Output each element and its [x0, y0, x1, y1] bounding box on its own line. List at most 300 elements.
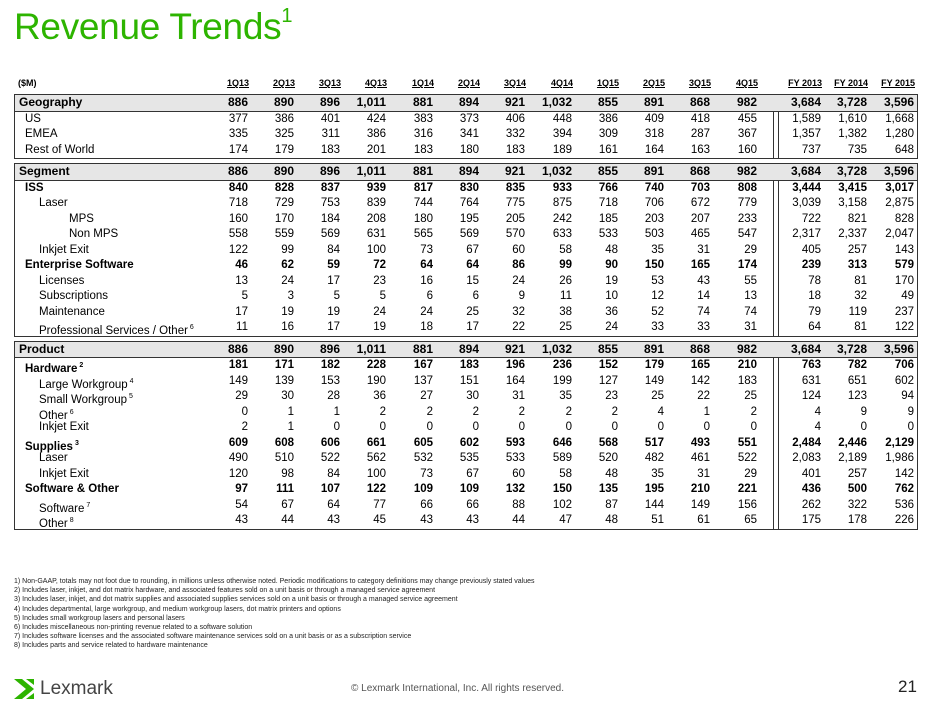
table-row	[15, 513, 917, 529]
table-block	[14, 341, 918, 530]
table-cell: 868	[689, 95, 710, 109]
table-cell: 763	[801, 359, 821, 371]
table-cell: 236	[552, 359, 572, 371]
table-cell: 43	[235, 514, 248, 526]
table-row	[15, 127, 917, 143]
table-cell: 735	[847, 143, 867, 156]
table-cell: 0	[860, 421, 867, 433]
table-cell: 31	[512, 390, 525, 402]
table-cell: 1	[333, 405, 340, 418]
table-cell: 894	[458, 341, 479, 356]
table-cell: 921	[504, 341, 525, 356]
row-label: Inkjet Exit	[39, 467, 89, 480]
table-cell: 0	[333, 421, 340, 433]
table-cell: 90	[605, 259, 618, 271]
table-cell: 547	[737, 228, 757, 240]
table-cell: 81	[854, 274, 867, 287]
table-cell: 88	[512, 498, 525, 511]
table-cell: 24	[281, 274, 294, 287]
table-cell: 170	[894, 274, 914, 287]
footnote: 2) Includes laser, inkjet, and dot matrix hardware, and associated features sold on a unit basis or through a managed service agreement	[14, 587, 436, 595]
table-row	[15, 389, 917, 405]
table-cell: 26	[559, 274, 572, 287]
table-cell: 48	[605, 243, 618, 256]
table-cell: 1	[703, 405, 710, 418]
table-cell: 894	[458, 164, 479, 178]
table-cell: 139	[274, 374, 294, 387]
table-row	[15, 405, 917, 421]
table-cell: 163	[690, 143, 710, 156]
table-cell: 221	[737, 483, 757, 495]
table-cell: 461	[690, 452, 710, 464]
table-cell: 36	[605, 305, 618, 318]
table-cell: 570	[505, 228, 525, 240]
table-cell: 150	[552, 483, 572, 495]
table-cell: 782	[847, 359, 867, 371]
table-cell: 894	[458, 95, 479, 109]
table-cell: 43	[327, 514, 340, 526]
table-cell: 66	[466, 498, 479, 511]
table-cell: 631	[366, 228, 386, 240]
row-label: Laser	[39, 197, 68, 209]
table-cell: 766	[598, 181, 618, 194]
table-cell: 868	[689, 341, 710, 356]
row-label: Hardware $^2$	[25, 362, 84, 375]
table-cell: 86	[512, 259, 525, 271]
table-cell: 569	[459, 228, 479, 240]
table-cell: 4	[814, 421, 821, 433]
table-cell: 828	[894, 212, 914, 225]
table-cell: 11	[560, 290, 572, 302]
table-cell: 830	[459, 181, 479, 194]
table-cell: 2,129	[885, 436, 914, 449]
table-cell: 2,484	[792, 436, 821, 449]
table-cell: 424	[366, 112, 386, 125]
table-cell: 60	[512, 243, 525, 256]
table-cell: 25	[466, 305, 479, 318]
table-cell: 29	[744, 243, 757, 256]
row-label: Inkjet Exit	[39, 243, 89, 256]
table-cell: 28	[327, 390, 340, 402]
table-cell: 593	[505, 436, 525, 449]
row-label: Inkjet Exit	[39, 421, 89, 433]
table-cell: 183	[505, 143, 525, 156]
table-cell: 64	[420, 259, 433, 271]
table-cell: 13	[744, 290, 757, 302]
table-cell: 0	[472, 421, 479, 433]
table-cell: 44	[281, 514, 294, 526]
table-cell: 482	[644, 452, 664, 464]
table-cell: 122	[366, 483, 386, 495]
column-header: 3Q13	[318, 78, 341, 88]
column-header: FY 2015	[881, 78, 915, 88]
table-cell: 891	[643, 341, 664, 356]
table-cell: 0	[657, 421, 664, 433]
row-label: Other $^6$	[39, 408, 74, 422]
footnote: 8) Includes parts and service related to hardware maintenance	[14, 642, 208, 650]
table-cell: 2,446	[838, 436, 867, 449]
table-cell: 558	[228, 228, 248, 240]
row-label: ISS	[25, 181, 44, 194]
table-cell: 4	[814, 405, 821, 418]
table-cell: 1,668	[885, 112, 914, 125]
table-cell: 744	[413, 197, 433, 209]
table-cell: 0	[907, 421, 914, 433]
table-cell: 661	[366, 436, 386, 449]
table-cell: 27	[420, 390, 433, 402]
table-cell: 19	[281, 305, 294, 318]
table-cell: 4	[657, 405, 664, 418]
table-cell: 322	[847, 498, 867, 511]
table-cell: 196	[505, 359, 525, 371]
table-cell: 10	[605, 290, 618, 302]
footnote: 1) Non-GAAP, totals may not foot due to rounding, in millions unless otherwise noted. Periodic modifications to category definitions may change previously stated values	[14, 578, 535, 585]
table-cell: 386	[274, 112, 294, 125]
row-label: Software $^7$	[39, 501, 91, 515]
table-cell: 48	[605, 514, 618, 526]
table-cell: 367	[737, 128, 757, 140]
table-cell: 896	[319, 341, 340, 356]
table-cell: 855	[597, 164, 618, 178]
table-cell: 602	[459, 436, 479, 449]
row-label: EMEA	[25, 128, 58, 140]
table-cell: 633	[552, 228, 572, 240]
page-number: 21	[898, 677, 917, 696]
table-cell: 0	[241, 405, 248, 418]
table-cell: 982	[736, 341, 757, 356]
table-cell: 102	[552, 498, 572, 511]
table-cell: 3,017	[885, 181, 914, 194]
table-row	[15, 305, 917, 321]
table-cell: 569	[320, 228, 340, 240]
row-label: Laser	[39, 452, 68, 464]
table-cell: 341	[459, 128, 479, 140]
column-header: 2Q13	[272, 78, 295, 88]
table-cell: 228	[366, 359, 386, 371]
table-cell: 939	[366, 181, 386, 194]
table-cell: 891	[643, 164, 664, 178]
table-cell: 602	[894, 374, 914, 387]
table-cell: 190	[366, 374, 386, 387]
table-cell: 2,337	[838, 228, 867, 240]
table-cell: 0	[426, 421, 433, 433]
table-cell: 982	[736, 95, 757, 109]
table-row	[15, 112, 917, 128]
table-cell: 1,011	[356, 164, 386, 178]
table-cell: 493	[690, 436, 710, 449]
table-cell: 164	[505, 374, 525, 387]
column-header: 1Q14	[411, 78, 434, 88]
footnote-marker: 5	[129, 393, 133, 400]
table-cell: 536	[894, 498, 914, 511]
table-cell: 164	[644, 143, 664, 156]
row-label: MPS	[69, 212, 94, 225]
table-cell: 142	[894, 467, 914, 480]
row-label: US	[25, 112, 41, 125]
table-cell: 59	[327, 259, 340, 271]
table-cell: 840	[228, 181, 248, 194]
table-cell: 160	[737, 143, 757, 156]
table-cell: 183	[459, 359, 479, 371]
row-label: Supplies $^3$	[25, 439, 79, 453]
table-cell: 718	[598, 197, 618, 209]
table-cell: 48	[605, 467, 618, 480]
table-cell: 24	[512, 274, 525, 287]
table-cell: 49	[901, 290, 914, 302]
table-cell: 127	[598, 374, 618, 387]
table-cell: 605	[413, 436, 433, 449]
table-cell: 23	[605, 390, 618, 402]
table-cell: 184	[320, 212, 340, 225]
table-cell: 46	[235, 259, 248, 271]
table-cell: 160	[228, 212, 248, 225]
table-cell: 3,415	[838, 181, 867, 194]
table-cell: 3,444	[792, 181, 821, 194]
table-cell: 17	[466, 321, 479, 333]
table-cell: 418	[690, 112, 710, 125]
table-cell: 0	[611, 421, 618, 433]
table-cell: 886	[227, 95, 248, 109]
column-header: 1Q15	[596, 78, 619, 88]
row-label: Geography	[19, 95, 83, 109]
table-cell: 386	[598, 112, 618, 125]
table-cell: 109	[413, 483, 433, 495]
section-header-row	[15, 342, 917, 359]
table-cell: 43	[466, 514, 479, 526]
table-cell: 120	[228, 467, 248, 480]
table-cell: 67	[466, 243, 479, 256]
revenue-table	[14, 76, 918, 530]
table-cell: 45	[373, 514, 386, 526]
table-cell: 0	[379, 421, 386, 433]
table-cell: 257	[847, 243, 867, 256]
table-cell: 55	[744, 274, 757, 287]
table-cell: 12	[651, 290, 664, 302]
column-header: 4Q13	[364, 78, 387, 88]
row-label: Rest of World	[25, 143, 95, 156]
table-row	[15, 482, 917, 498]
table-cell: 58	[559, 467, 572, 480]
table-cell: 886	[227, 164, 248, 178]
table-cell: 201	[366, 143, 386, 156]
row-label: Licenses	[39, 274, 85, 287]
brand-name: Lexmark	[40, 678, 113, 699]
table-row	[15, 274, 917, 290]
table-cell: 890	[273, 164, 294, 178]
footnote-marker: 3	[74, 439, 79, 447]
table-cell: 2,083	[792, 452, 821, 464]
row-label: Other $^8$	[39, 517, 74, 530]
table-cell: 31	[697, 243, 710, 256]
row-label: Maintenance	[39, 305, 105, 318]
table-cell: 648	[894, 143, 914, 156]
table-cell: 171	[274, 359, 294, 371]
table-cell: 535	[459, 452, 479, 464]
table-cell: 764	[459, 197, 479, 209]
table-cell: 503	[644, 228, 664, 240]
table-row	[15, 243, 917, 259]
table-cell: 107	[320, 483, 340, 495]
table-cell: 179	[644, 359, 664, 371]
table-cell: 66	[420, 498, 433, 511]
table-cell: 237	[894, 305, 914, 318]
table-cell: 32	[512, 305, 525, 318]
table-cell: 44	[512, 514, 525, 526]
table-block	[14, 163, 918, 337]
table-cell: 6	[472, 290, 479, 302]
table-cell: 875	[552, 197, 572, 209]
table-cell: 124	[801, 390, 821, 402]
table-cell: 0	[750, 421, 757, 433]
column-header: FY 2013	[788, 78, 822, 88]
table-cell: 3,596	[883, 95, 914, 109]
table-cell: 817	[413, 181, 433, 194]
table-cell: 881	[412, 164, 433, 178]
table-cell: 718	[228, 197, 248, 209]
table-cell: 6	[426, 290, 433, 302]
table-cell: 14	[697, 290, 710, 302]
table-cell: 17	[327, 321, 340, 333]
table-cell: 1,032	[541, 341, 572, 356]
table-cell: 51	[651, 514, 664, 526]
table-cell: 74	[697, 305, 710, 318]
table-cell: 30	[281, 390, 294, 402]
footnote: 6) Includes miscellaneous non-printing revenue related to a software solution	[14, 624, 253, 632]
table-cell: 383	[413, 112, 433, 125]
row-label: Large Workgroup $^4$	[39, 377, 134, 391]
table-cell: 2,189	[838, 452, 867, 464]
table-cell: 3	[287, 290, 294, 302]
table-row	[15, 181, 917, 197]
table-cell: 309	[598, 128, 618, 140]
table-cell: 3,039	[792, 197, 821, 209]
table-cell: 64	[808, 321, 821, 333]
table-cell: 35	[651, 243, 664, 256]
table-cell: 672	[690, 197, 710, 209]
table-cell: 19	[327, 305, 340, 318]
table-cell: 9	[860, 405, 867, 418]
table-cell: 233	[737, 212, 757, 225]
table-cell: 64	[466, 259, 479, 271]
table-cell: 122	[894, 321, 914, 333]
table-row	[15, 227, 917, 243]
table-row	[15, 436, 917, 452]
table-cell: 533	[598, 228, 618, 240]
table-cell: 185	[598, 212, 618, 225]
footnote-marker: 6	[189, 324, 194, 331]
table-cell: 606	[320, 436, 340, 449]
table-cell: 551	[737, 436, 757, 449]
table-block	[14, 94, 918, 159]
table-cell: 1,032	[541, 95, 572, 109]
table-row	[15, 143, 917, 159]
table-cell: 149	[644, 374, 664, 387]
table-cell: 1	[287, 421, 294, 433]
table-cell: 532	[413, 452, 433, 464]
table-cell: 1,589	[792, 112, 821, 125]
table-cell: 490	[228, 452, 248, 464]
table-cell: 608	[274, 436, 294, 449]
table-cell: 242	[552, 212, 572, 225]
table-cell: 1,382	[838, 128, 867, 140]
table-cell: 9	[907, 405, 914, 418]
table-cell: 109	[459, 483, 479, 495]
table-cell: 821	[847, 212, 867, 225]
table-cell: 135	[598, 483, 618, 495]
table-cell: 1,357	[792, 128, 821, 140]
table-cell: 67	[466, 467, 479, 480]
table-cell: 311	[321, 128, 340, 140]
footnote-marker: 6	[69, 408, 74, 416]
table-cell: 779	[737, 197, 757, 209]
table-cell: 287	[690, 128, 710, 140]
table-cell: 65	[744, 514, 757, 526]
table-cell: 25	[559, 321, 572, 333]
table-cell: 62	[281, 259, 294, 271]
table-cell: 150	[644, 259, 664, 271]
table-cell: 152	[598, 359, 618, 371]
table-cell: 406	[505, 112, 525, 125]
table-cell: 143	[894, 243, 914, 256]
table-cell: 386	[366, 128, 386, 140]
table-cell: 891	[643, 95, 664, 109]
table-cell: 189	[552, 143, 572, 156]
column-header: 3Q15	[688, 78, 711, 88]
table-cell: 153	[320, 374, 340, 387]
table-cell: 896	[319, 95, 340, 109]
table-cell: 174	[737, 259, 757, 271]
table-cell: 180	[413, 212, 433, 225]
table-cell: 149	[228, 374, 248, 387]
table-cell: 210	[690, 483, 710, 495]
table-cell: 52	[651, 305, 664, 318]
table-cell: 855	[597, 341, 618, 356]
table-cell: 517	[644, 436, 664, 449]
table-cell: 35	[559, 390, 572, 402]
section-header-row	[15, 95, 917, 112]
table-cell: 111	[276, 483, 294, 495]
table-cell: 522	[737, 452, 757, 464]
table-cell: 210	[737, 359, 757, 371]
table-cell: 1,032	[541, 164, 572, 178]
table-cell: 401	[801, 467, 821, 480]
title-footnote-marker: 1	[281, 4, 293, 27]
table-cell: 165	[690, 259, 710, 271]
table-cell: 165	[690, 359, 710, 371]
table-cell: 22	[697, 390, 710, 402]
table-cell: 740	[644, 181, 664, 194]
unit-label: ($M)	[18, 78, 37, 88]
row-label: Professional Services / Other $^6$	[39, 324, 194, 337]
table-cell: 855	[597, 95, 618, 109]
table-cell: 24	[373, 305, 386, 318]
table-cell: 2	[426, 405, 433, 418]
table-cell: 881	[412, 95, 433, 109]
table-cell: 890	[273, 341, 294, 356]
table-cell: 98	[281, 467, 294, 480]
table-cell: 3,684	[790, 341, 821, 356]
table-cell: 316	[413, 128, 433, 140]
table-cell: 182	[320, 359, 340, 371]
table-cell: 167	[413, 359, 433, 371]
table-cell: 16	[420, 274, 433, 287]
table-cell: 137	[413, 374, 433, 387]
table-cell: 226	[894, 514, 914, 526]
table-cell: 79	[808, 305, 821, 318]
footnote-marker: 7	[86, 501, 91, 509]
column-header: 4Q15	[735, 78, 758, 88]
table-cell: 2	[611, 405, 618, 418]
